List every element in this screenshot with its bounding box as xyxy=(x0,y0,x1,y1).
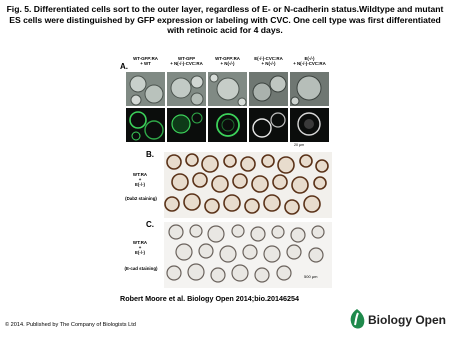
fluorescence-tile-5 xyxy=(290,108,329,142)
column-label-1: WT-GFP:RA + WT xyxy=(133,56,158,66)
panel-c-label: WT:RA + E(-/-) xyxy=(132,240,148,255)
panel-c-letter: C. xyxy=(146,220,154,229)
panel-b-image xyxy=(164,152,332,218)
panel-b-letter: B. xyxy=(146,150,154,159)
biology-open-logo xyxy=(346,306,446,332)
fluorescence-tile-1 xyxy=(126,108,165,142)
copyright-notice: © 2014. Published by The Company of Biologists Ltd xyxy=(5,322,136,328)
panel-c-image xyxy=(164,222,332,288)
panel-b-stain: (Dab2 staining) xyxy=(125,196,157,201)
brightfield-tile-1 xyxy=(126,72,165,106)
panel-c-scale-bar: 500 µm xyxy=(304,274,318,279)
fluorescence-tile-2 xyxy=(167,108,206,142)
fluorescence-tile-3 xyxy=(208,108,247,142)
fluorescence-tile-4 xyxy=(249,108,288,142)
column-label-2: WT-GFP + N(-/-)-CVC:RA xyxy=(170,56,203,66)
brightfield-tile-5 xyxy=(290,72,329,106)
biology-open-logo-icon xyxy=(348,307,366,336)
brightfield-tile-4 xyxy=(249,72,288,106)
panel-a-scale-bar: 20 µm xyxy=(294,143,305,147)
column-label-4: E(-/-)-CVC:RA + N(-/-) xyxy=(254,56,283,66)
column-label-5: E(-/-) + N(-/-)-CVC:RA xyxy=(293,56,326,66)
brightfield-tile-2 xyxy=(167,72,206,106)
brightfield-tile-3 xyxy=(208,72,247,106)
panel-c-stain: (E-cad staining) xyxy=(124,266,158,271)
column-label-3: WT-GFP:RA + N(-/-) xyxy=(215,56,240,66)
panel-a-letter: A. xyxy=(120,62,128,71)
figure-title: Fig. 5. Differentiated cells sort to the outer layer, regardless of E- or N-cadherin status.Wildtype and mutant ES cells were distinguished by GFP expression or labeling with CVC. One cell type was first differentiated with retinoic acid for 4 days. xyxy=(6,4,444,36)
logo-text: Biology Open xyxy=(368,313,446,327)
panel-b-label: WT:RA + E(-/-) xyxy=(132,172,148,187)
citation: Robert Moore et al. Biology Open 2014;bio.20146254 xyxy=(120,294,299,303)
figure-image xyxy=(118,56,334,290)
